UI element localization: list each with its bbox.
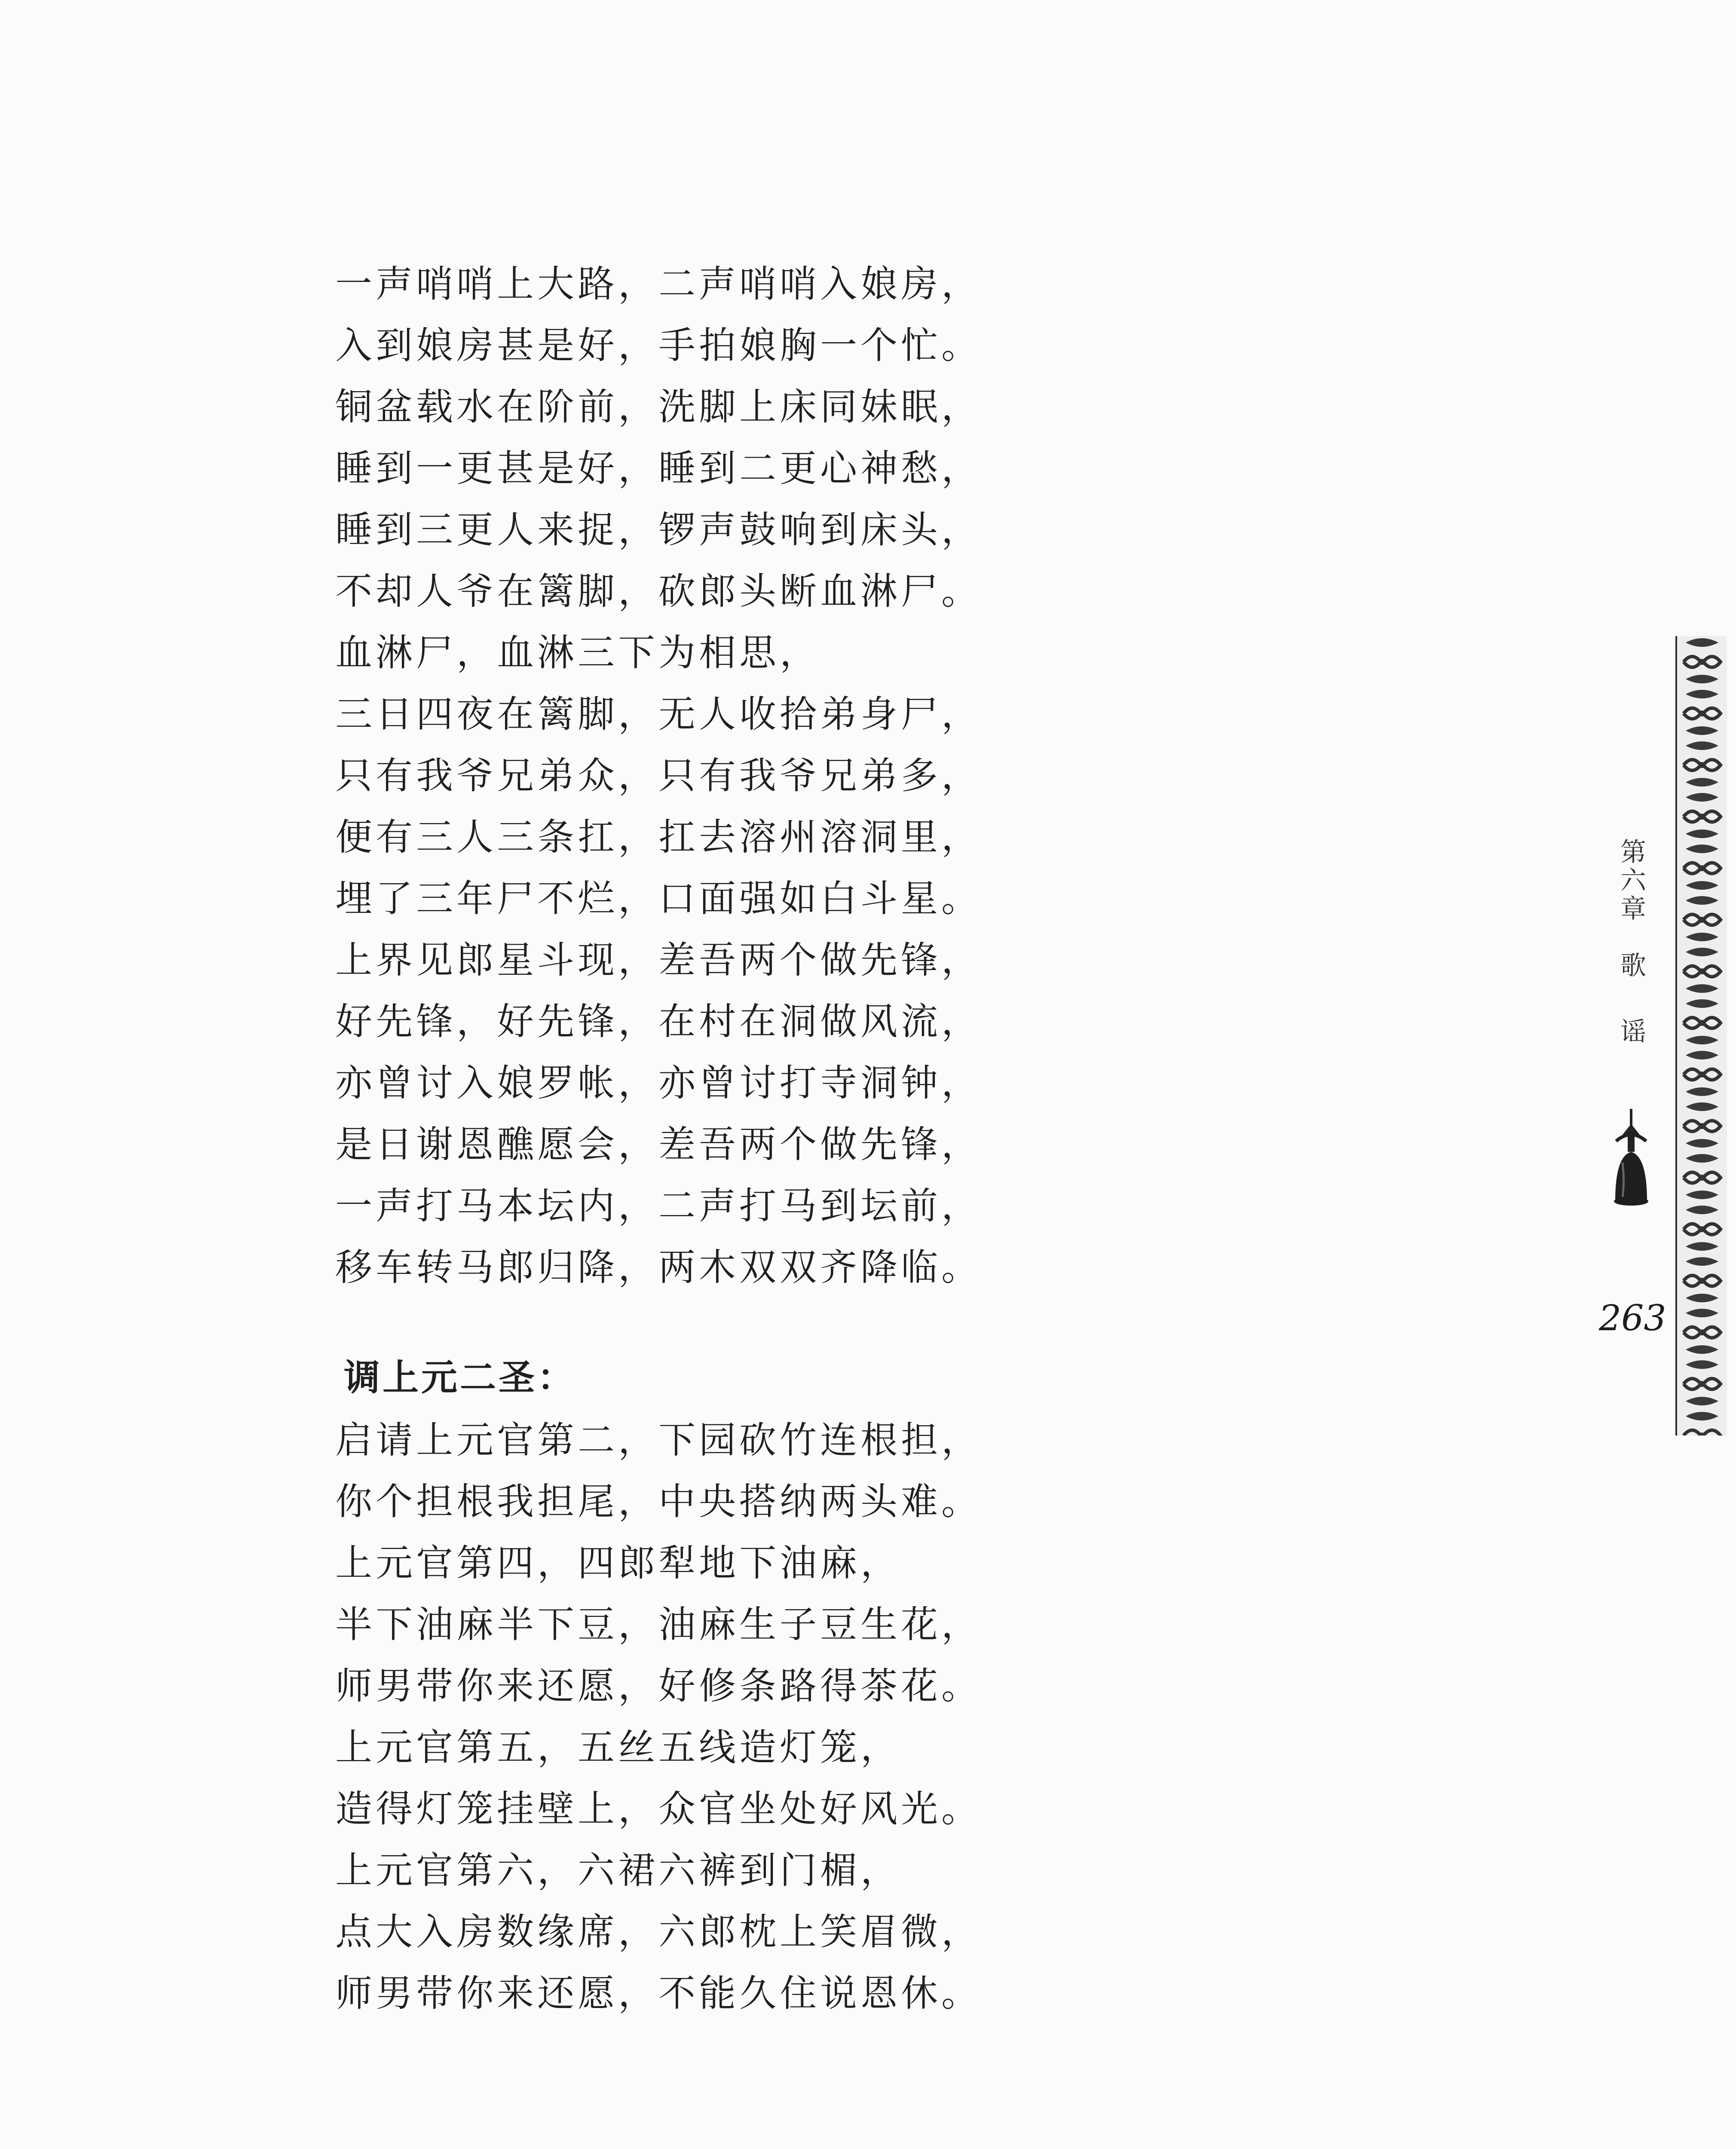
verse-line: 师男带你来还愿，好修条路得茶花。 — [335, 1665, 982, 1708]
verse-line: 上元官第五，五丝五线造灯笼， — [335, 1726, 901, 1769]
verse-line: 半下油麻半下豆，油麻生子豆生花， — [335, 1603, 982, 1646]
verse-block-1 — [335, 254, 982, 1298]
verse-line: 入到娘房甚是好，手拍娘胸一个忙。 — [335, 324, 982, 367]
chapter-number-char: 第 — [1620, 837, 1646, 867]
verse-line: 启请上元官第二，下园砍竹连根担， — [335, 1419, 982, 1462]
chapter-title-char: 谣 — [1620, 1017, 1646, 1047]
decorative-border — [1675, 636, 1727, 1436]
chapter-title-char: 歌 — [1620, 951, 1646, 981]
verse-line: 上界见郎星斗现，差吾两个做先锋， — [335, 939, 982, 982]
verse-line: 埋了三年尸不烂，口面强如白斗星。 — [335, 877, 982, 920]
verse-line: 你个担根我担尾，中央搭纳两头难。 — [335, 1480, 982, 1523]
verse-line: 点大入房数缘席，六郎枕上笑眉微， — [335, 1910, 982, 1953]
verse-line: 只有我爷兄弟众，只有我爷兄弟多， — [335, 754, 982, 797]
verse-line: 上元官第四，四郎犁地下油麻， — [335, 1542, 901, 1585]
page-number: 263 — [1599, 1298, 1666, 1339]
verse-line: 便有三人三条扛，扛去溶州溶洞里， — [335, 816, 982, 859]
verse-line: 不却人爷在篱脚，砍郎头断血淋尸。 — [335, 570, 982, 613]
verse-line: 师男带你来还愿，不能久住说恩休。 — [335, 1972, 982, 2015]
verse-line: 移车转马郎归降，两木双双齐降临。 — [335, 1246, 982, 1289]
verse-line: 是日谢恩醮愿会，差吾两个做先锋， — [335, 1123, 982, 1166]
verse-line: 睡到三更人来捉，锣声鼓响到床头， — [335, 508, 982, 551]
verse-line: 上元官第六，六裙六裤到门楣， — [335, 1849, 901, 1892]
chapter-number-char: 章 — [1620, 894, 1646, 924]
verse-line: 睡到一更甚是好，睡到二更心神愁， — [335, 447, 982, 490]
section-heading: 调上元二圣： — [344, 1356, 576, 1399]
verse-line: 一声打马本坛内，二声打马到坛前， — [335, 1185, 982, 1228]
chapter-side-label — [1603, 838, 1663, 1056]
verse-line: 亦曾讨入娘罗帐，亦曾讨打寺洞钟， — [335, 1062, 982, 1105]
verse-line: 好先锋，好先锋，在村在洞做风流， — [335, 1000, 982, 1043]
verse-line: 一声哨哨上大路，二声哨哨入娘房， — [335, 263, 982, 306]
verse-line: 三日四夜在篱脚，无人收拾弟身尸， — [335, 693, 982, 736]
verse-line: 铜盆载水在阶前，洗脚上床同妹眠， — [335, 386, 982, 429]
chapter-number-char: 六 — [1620, 866, 1646, 896]
verse-line: 造得灯笼挂壁上，众官坐处好风光。 — [335, 1788, 982, 1831]
verse-line: 血淋尸，血淋三下为相思， — [335, 631, 820, 674]
verse-block-2 — [335, 1410, 982, 2024]
bell-icon — [1603, 1109, 1659, 1208]
